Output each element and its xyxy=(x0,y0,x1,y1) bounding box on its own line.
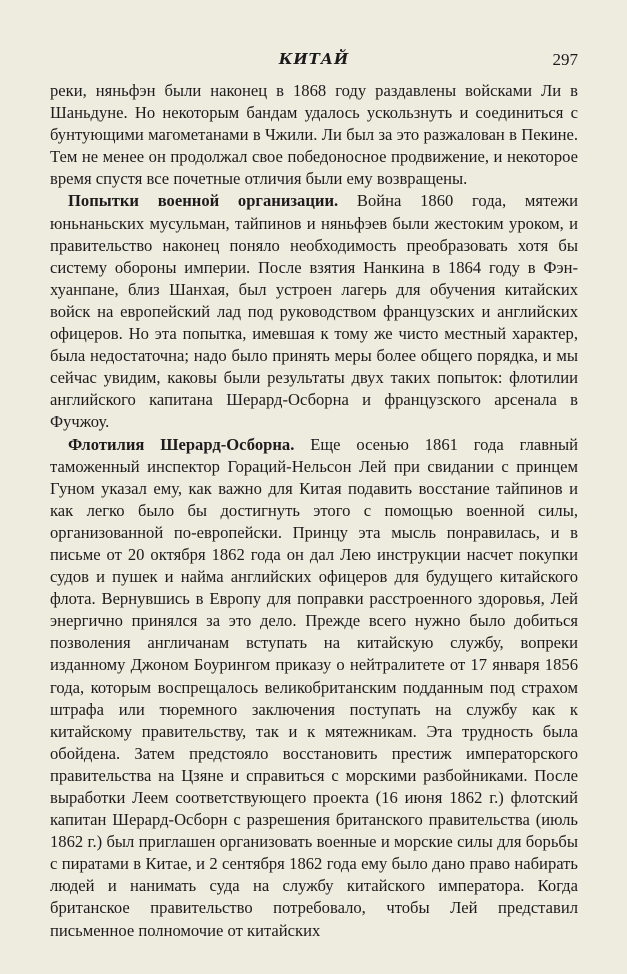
body-text xyxy=(50,80,578,942)
paragraph-3-text: Еще осенью 1861 года главный таможенный инспектор Гораций-Нельсон Лей при свидании с принцем Гуном указал ему, как важно для Китая подавить восстание тайпинов и как легко было бы достигнуть этого с помощью военной силы, организованной по-европейски. Принцу эта мысль понравилась, и в письме от 20 октября 1862 года он дал Лею инструкции насчет покупки судов и пушек и найма английских офицеров для будущего китайского флота. Вернувшись в Европу для поправки расстроенного здоровья, Лей энергично принялся за это дело. Прежде всего нужно было добиться позволения англичанам вступать на китайскую службу, вопреки изданному Джоном Боурингом приказу о нейтралитете от 17 января 1856 года, которым воспрещалось великобританским подданным под страхом штрафа или тюремного заключения поступать на службу как к китайскому правительству, так и к мятежникам. Эта трудность была обойдена. Затем предстояло восстановить престиж императорского правительства на Цзяне и справиться с морскими разбойниками. После выработки Леем соответствующего проекта (16 июня 1862 г.) флотский капитан Шерард-Осборн с разрешения британского правительства (июль 1862 г.) был приглашен организовать военные и морские силы для борьбы с пиратами в Китае, и 2 сентября 1862 года ему было дано право набирать людей и нанимать суда на службу китайского императора. Когда британское правительство потребовало, чтобы Лей представил письменное полномочие от китайских xyxy=(50,434,578,940)
paragraph-1-text: реки, няньфэн были наконец в 1868 году раздавлены войсками Ли в Шаньдуне. Но некоторым бандам удалось ускользнуть и соединиться с бунтующими магометанами в Чжили. Ли был за это разжалован в Пекине. Тем не менее он продолжал свое победоносное продвижение, и некоторое время спустя все почетные отличия были ему возвращены. xyxy=(50,81,578,189)
running-title: КИТАЙ xyxy=(278,50,350,68)
paragraph-2 xyxy=(50,190,578,433)
paragraph-1 xyxy=(50,80,578,190)
paragraph-2-text: Война 1860 года, мятежи юньнаньских мусульман, тайпинов и няньфэев были жестоким уроком, и правительство наконец поняло необходимость преобразовать хотя бы систему обороны империи. После взятия Нанкина в 1864 году в Фэн-хуанпане, близ Шанхая, был устроен лагерь для обучения китайских войск на европейский лад под руководством французских и английских офицеров. Но эта попытка, имевшая к тому же чисто местный характер, была недостаточна; надо было принять меры более общего порядка, и мы сейчас увидим, каковы были результаты двух таких попыток: флотилии английского капитана Шерард-Осборна и французского арсенала в Фучжоу. xyxy=(50,191,578,432)
page-number: 297 xyxy=(552,50,578,69)
section-heading-flotilla: Флотилия Шерард-Осборна. xyxy=(68,434,295,454)
page-header xyxy=(50,50,578,72)
paragraph-3 xyxy=(50,434,578,942)
section-heading-military-organization: Попытки военной организации. xyxy=(68,191,339,211)
